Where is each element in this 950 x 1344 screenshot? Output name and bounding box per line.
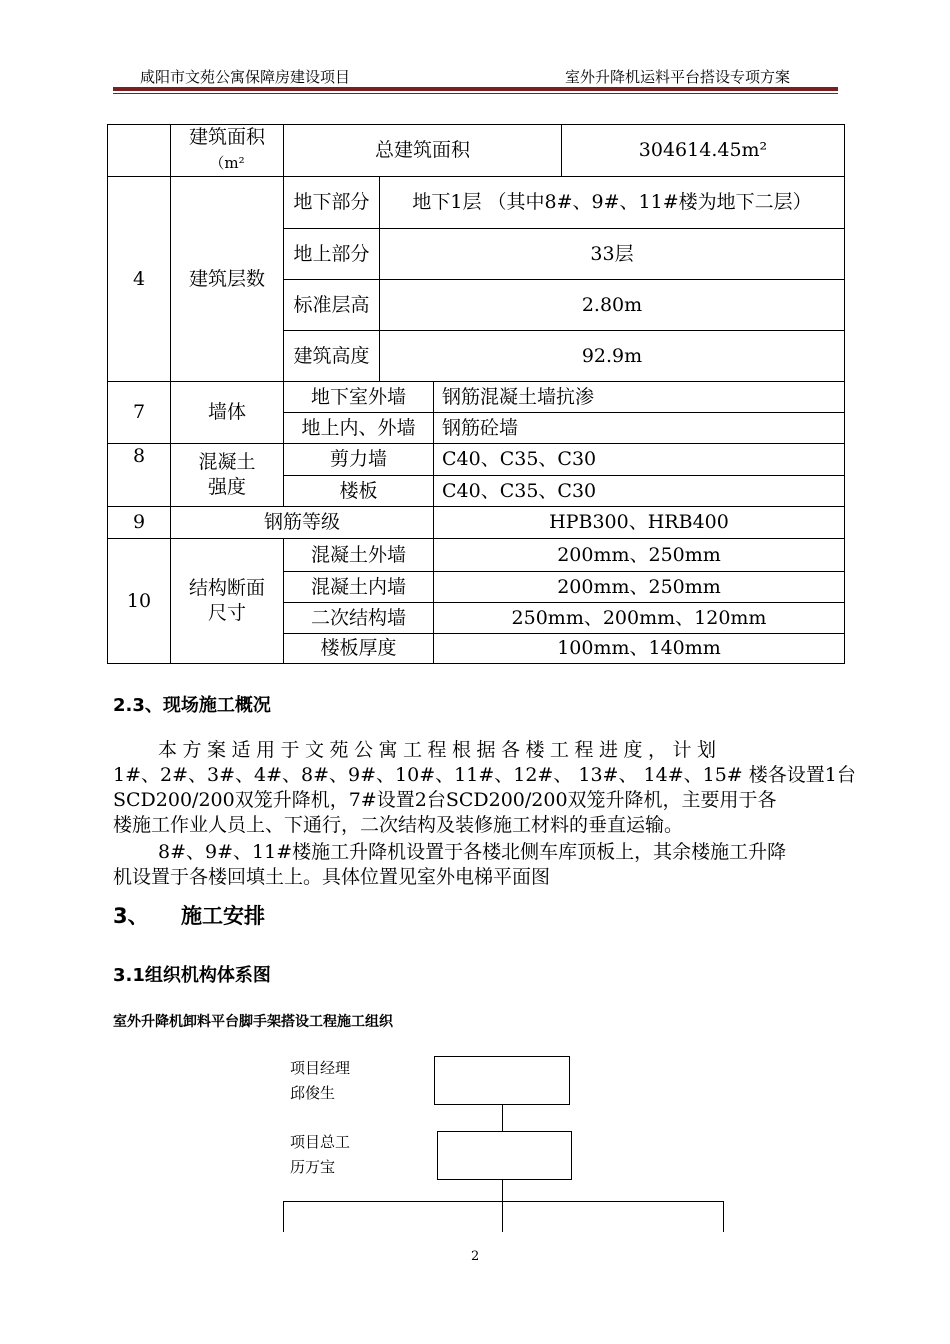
row-label: 墙体 bbox=[171, 382, 284, 444]
header-rule-thin bbox=[113, 93, 838, 94]
para-line: 8#、9#、11#楼施工升降机设置于各楼北侧车库顶板上，其余楼施工升降 bbox=[158, 841, 787, 863]
table-cell: 100mm、140mm bbox=[434, 634, 845, 664]
table-cell: 楼板 bbox=[284, 476, 434, 507]
section-2-3-paragraph-1 bbox=[113, 738, 856, 838]
table-cell: 200mm、250mm bbox=[434, 539, 845, 572]
table-cell: 钢筋砼墙 bbox=[434, 413, 845, 444]
table-cell: 地下室外墙 bbox=[284, 382, 434, 413]
section-3-title: 施工安排 bbox=[181, 904, 265, 928]
ce-name-label: 历万宝 bbox=[290, 1158, 336, 1176]
project-manager-box bbox=[434, 1056, 570, 1105]
table-cell: 楼板厚度 bbox=[284, 634, 434, 664]
branch-line bbox=[283, 1201, 724, 1202]
table-cell: 混凝土外墙 bbox=[284, 539, 434, 572]
section-2-3-title: 2.3、现场施工概况 bbox=[113, 695, 271, 716]
table-cell: 钢筋混凝土墙抗渗 bbox=[434, 382, 845, 413]
table-cell: 92.9m bbox=[380, 331, 845, 382]
chief-engineer-box bbox=[437, 1131, 572, 1180]
para-line: SCD200/200双笼升降机，7#设置2台SCD200/200双笼升降机，主要用于各 bbox=[113, 789, 777, 811]
table-cell: 地上部分 bbox=[284, 229, 380, 280]
section-3-number: 3、 bbox=[113, 904, 149, 928]
row-number: 10 bbox=[108, 539, 171, 664]
table-cell: 建筑面积 （m² bbox=[171, 125, 284, 177]
table-cell: C40、C35、C30 bbox=[434, 444, 845, 476]
table-row bbox=[108, 177, 845, 229]
table-row bbox=[108, 539, 845, 572]
row-number: 7 bbox=[108, 382, 171, 444]
table-row bbox=[108, 125, 845, 177]
table-cell: 地下部分 bbox=[284, 177, 380, 229]
table-cell: C40、C35、C30 bbox=[434, 476, 845, 507]
table-cell: 250mm、200mm、120mm bbox=[434, 603, 845, 634]
table-cell: 标准层高 bbox=[284, 280, 380, 331]
para-line: 1#、2#、3#、4#、8#、9#、10#、11#、12#、 13#、 14#、15# 楼各设置1台 bbox=[113, 764, 856, 786]
header-left: 咸阳市文苑公寓保障房建设项目 bbox=[140, 68, 351, 86]
table-cell: 混凝土内墙 bbox=[284, 572, 434, 603]
table-cell: 总建筑面积 bbox=[284, 125, 562, 177]
row-label: 建筑层数 bbox=[171, 177, 284, 382]
table-cell: 建筑高度 bbox=[284, 331, 380, 382]
connector-line bbox=[502, 1179, 503, 1232]
org-chart-title: 室外升降机卸料平台脚手架搭设工程施工组织 bbox=[113, 1014, 393, 1030]
para-line: 本方案适用于文苑公寓工程根据各楼工程进度，计划 bbox=[158, 739, 722, 761]
table-cell bbox=[108, 125, 171, 177]
header-right: 室外升降机运料平台搭设专项方案 bbox=[565, 68, 791, 86]
table-cell: 2.80m bbox=[380, 280, 845, 331]
table-cell: 地下1层 （其中8#、9#、11#楼为地下二层） bbox=[380, 177, 845, 229]
pm-name-label: 邱俊生 bbox=[290, 1084, 336, 1102]
pm-role-label: 项目经理 bbox=[290, 1059, 351, 1077]
table-cell: 200mm、250mm bbox=[434, 572, 845, 603]
table-row bbox=[108, 382, 845, 413]
row-number: 9 bbox=[108, 507, 171, 539]
header-rule-thick bbox=[113, 87, 838, 91]
ce-role-label: 项目总工 bbox=[290, 1133, 351, 1151]
table-cell: 二次结构墙 bbox=[284, 603, 434, 634]
row-label: 钢筋等级 bbox=[171, 507, 434, 539]
row-number: 4 bbox=[108, 177, 171, 382]
row-number: 8 bbox=[108, 444, 171, 507]
row-label: 结构断面 尺寸 bbox=[171, 539, 284, 664]
section-2-3-paragraph-2 bbox=[113, 840, 838, 890]
connector-line bbox=[502, 1104, 503, 1131]
building-spec-table bbox=[107, 124, 845, 664]
para-line: 机设置于各楼回填土上。具体位置见室外电梯平面图 bbox=[113, 866, 551, 888]
table-cell: 304614.45m² bbox=[562, 125, 845, 177]
table-row bbox=[108, 444, 845, 476]
table-cell: 33层 bbox=[380, 229, 845, 280]
branch-drop-left bbox=[283, 1201, 284, 1232]
section-3-1-title: 3.1组织机构体系图 bbox=[113, 965, 271, 986]
table-row bbox=[108, 507, 845, 539]
branch-drop-right bbox=[723, 1201, 724, 1232]
table-cell: HPB300、HRB400 bbox=[434, 507, 845, 539]
row-label: 混凝土 强度 bbox=[171, 444, 284, 507]
para-line: 楼施工作业人员上、下通行，二次结构及装修施工材料的垂直运输。 bbox=[113, 814, 684, 836]
table-cell: 地上内、外墙 bbox=[284, 413, 434, 444]
table-cell: 剪力墙 bbox=[284, 444, 434, 476]
page-number: 2 bbox=[471, 1249, 480, 1264]
